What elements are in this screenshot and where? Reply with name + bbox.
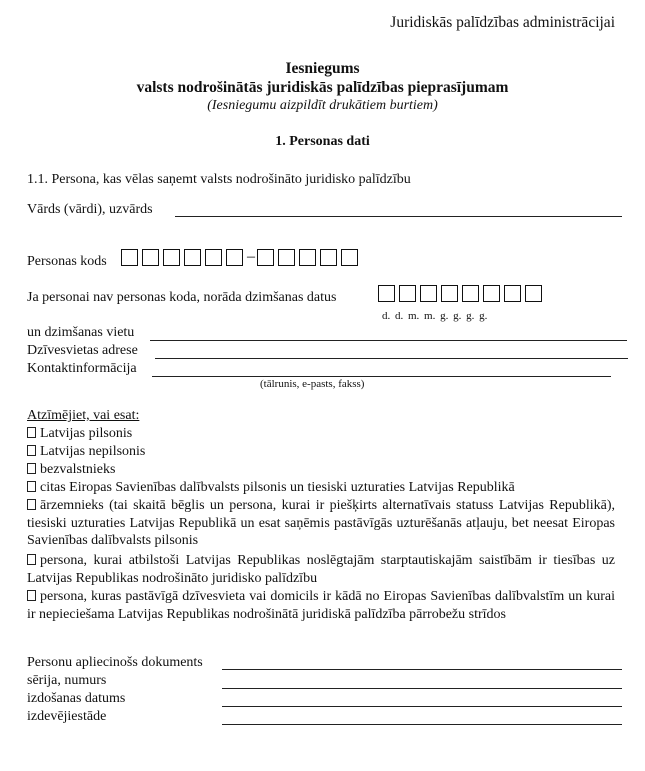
personal-code-label: Personas kods <box>27 254 107 269</box>
status-option-label: bezvalstnieks <box>40 462 116 477</box>
recipient-line: Juridiskās palīdzības administrācijai <box>390 14 615 31</box>
dob-box[interactable] <box>420 285 437 302</box>
contact-field[interactable] <box>152 376 611 377</box>
code-dash: – <box>247 248 255 265</box>
status-option-label: citas Eiropas Savienības dalībvalsts pilsonis un tiesiski uzturaties Latvijas Republikā <box>40 480 515 495</box>
dob-box[interactable] <box>378 285 395 302</box>
address-field[interactable] <box>155 358 628 359</box>
code-box[interactable] <box>121 249 138 266</box>
checkbox-icon[interactable] <box>27 590 36 601</box>
dob-box[interactable] <box>504 285 521 302</box>
name-label: Vārds (vārdi), uzvārds <box>27 202 153 217</box>
form-subtitle: valsts nodrošinātās juridiskās palīdzības pieprasījumam <box>136 79 509 96</box>
status-option-label: Latvijas nepilsonis <box>40 444 146 459</box>
issue-date-label: izdošanas datums <box>27 691 126 706</box>
code-box[interactable] <box>299 249 316 266</box>
checkbox-icon[interactable] <box>27 554 36 565</box>
section-subheading: 1.1. Persona, kas vēlas saņemt valsts nodrošināto juridisko palīdzību <box>27 172 411 187</box>
code-box[interactable] <box>205 249 222 266</box>
status-option-international[interactable] <box>27 552 615 587</box>
personal-code-boxes <box>121 248 362 266</box>
dob-box[interactable] <box>399 285 416 302</box>
issuer-field[interactable] <box>222 724 622 725</box>
checkbox-icon[interactable] <box>27 463 36 474</box>
contact-label: Kontaktinformācija <box>27 361 137 376</box>
dob-box[interactable] <box>525 285 542 302</box>
status-option-eu-citizen[interactable] <box>27 480 515 496</box>
code-box[interactable] <box>320 249 337 266</box>
issue-date-field[interactable] <box>222 706 622 707</box>
name-field[interactable] <box>175 216 622 217</box>
dob-box[interactable] <box>483 285 500 302</box>
status-option-foreigner[interactable] <box>27 497 615 550</box>
code-box[interactable] <box>278 249 295 266</box>
form-title: Iesniegums <box>285 60 360 77</box>
status-option-label: persona, kuras pastāvīgā dzīvesvieta vai domicils ir kādā no Eiropas Savienības dalībvalstīm un kurai ir nepieciešama Latvijas Republikas nodrošinātā juridiskā palīdzība pārrobežu strīdos <box>27 589 615 622</box>
checkbox-icon[interactable] <box>27 499 36 510</box>
status-option-noncitizen[interactable] <box>27 444 145 460</box>
birthplace-field[interactable] <box>150 340 627 341</box>
code-box[interactable] <box>142 249 159 266</box>
dob-label: Ja personai nav personas koda, norāda dzimšanas datus <box>27 290 337 305</box>
checkbox-icon[interactable] <box>27 427 36 438</box>
checkbox-icon[interactable] <box>27 481 36 492</box>
code-box[interactable] <box>341 249 358 266</box>
dob-box[interactable] <box>462 285 479 302</box>
id-document-label: Personu apliecinošs dokuments <box>27 655 203 670</box>
code-box[interactable] <box>226 249 243 266</box>
dob-boxes <box>378 285 546 302</box>
form-instruction: (Iesniegumu aizpildīt drukātiem burtiem) <box>207 98 438 113</box>
code-box[interactable] <box>163 249 180 266</box>
issuer-label: izdevējiestāde <box>27 709 107 724</box>
birthplace-label: un dzimšanas vietu <box>27 325 135 340</box>
status-option-stateless[interactable] <box>27 462 115 478</box>
checkbox-icon[interactable] <box>27 445 36 456</box>
series-number-field[interactable] <box>222 688 622 689</box>
status-option-label: Latvijas pilsonis <box>40 426 133 441</box>
section-heading: 1. Personas dati <box>275 134 370 149</box>
status-heading: Atzīmējiet, vai esat: <box>27 408 140 423</box>
dob-box[interactable] <box>441 285 458 302</box>
status-option-label: persona, kurai atbilstoši Latvijas Republikas noslēgtajām starptautiskajām saistībām ir tiesības uz Latvijas Republikas nodrošināto juridisko palīdzību <box>27 553 615 586</box>
status-option-cross-border[interactable] <box>27 588 615 623</box>
address-label: Dzīvesvietas adrese <box>27 343 138 358</box>
status-option-citizen[interactable] <box>27 426 132 442</box>
id-document-field[interactable] <box>222 669 622 670</box>
code-box[interactable] <box>184 249 201 266</box>
series-number-label: sērija, numurs <box>27 673 107 688</box>
dob-hint: d. d. m. m. g. g. g. g. <box>382 310 488 322</box>
code-box[interactable] <box>257 249 274 266</box>
contact-hint: (tālrunis, e-pasts, fakss) <box>260 378 365 390</box>
status-option-label: ārzemnieks (tai skaitā bēglis un persona, kurai ir piešķirts alternatīvais statuss Latvijas Republikā), tiesiski uzturaties Latvijas Republikā un esat saņēmis pastāvīgās uzturēšanās atļauju, bet neesat Eiropas Savienības dalībvalsts pilsonis <box>27 498 615 548</box>
